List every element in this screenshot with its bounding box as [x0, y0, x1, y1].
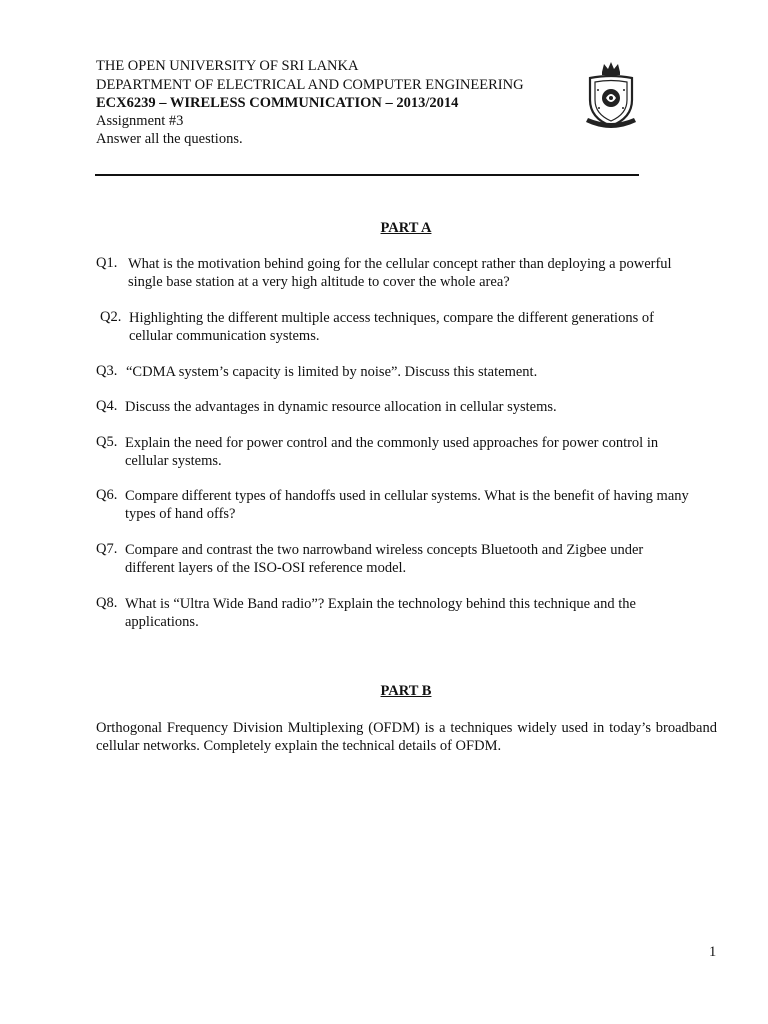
- question-line: What is “Ultra Wide Band radio”? Explain the technology behind this technique and the: [125, 596, 636, 612]
- assignment-label: Assignment #3: [96, 113, 184, 129]
- instruction-text: Answer all the questions.: [96, 131, 243, 147]
- question-line: Explain the need for power control and the commonly used approaches for power control in: [125, 435, 659, 451]
- question-line: Compare and contrast the two narrowband wireless concepts Bluetooth and Zigbee under: [125, 542, 644, 558]
- question-line: single base station at a very high altitude to cover the whole area?: [128, 274, 510, 290]
- part-b-title: PART B: [380, 683, 432, 699]
- question-number: Q2.: [100, 309, 122, 325]
- university-name: THE OPEN UNIVERSITY OF SRI LANKA: [96, 58, 359, 74]
- question-number: Q5.: [96, 434, 118, 450]
- question-line: Compare different types of handoffs used in cellular systems. What is the benefit of having many: [125, 488, 689, 504]
- question-line: different layers of the ISO-OSI reference model.: [125, 560, 407, 576]
- question-line: Highlighting the different multiple access techniques, compare the different generations of: [129, 310, 654, 326]
- course-title: ECX6239 – WIRELESS COMMUNICATION – 2013/2014: [96, 95, 459, 111]
- question-number: Q3.: [96, 363, 118, 379]
- question-line: cellular systems.: [125, 453, 222, 469]
- question-line: What is the motivation behind going for the cellular concept rather than deploying a powerful: [128, 256, 672, 272]
- question-line: types of hand offs?: [125, 506, 236, 522]
- question-number: Q1.: [96, 255, 118, 271]
- part-b-paragraph: Orthogonal Frequency Division Multiplexing (OFDM) is a techniques widely used in today’s broadband cellular networks. Completely explain the technical details of OFDM.: [96, 720, 717, 754]
- question-line: Discuss the advantages in dynamic resource allocation in cellular systems.: [125, 399, 557, 415]
- part-a-title: PART A: [380, 220, 432, 236]
- university-seal-icon: [582, 60, 640, 130]
- question-number: Q7.: [96, 541, 118, 557]
- department-name: DEPARTMENT OF ELECTRICAL AND COMPUTER ENGINEERING: [96, 77, 524, 93]
- question-number: Q8.: [96, 595, 118, 611]
- question-line: cellular communication systems.: [129, 328, 320, 344]
- question-line: applications.: [125, 614, 199, 630]
- question-number: Q4.: [96, 398, 118, 414]
- header-divider: [95, 174, 639, 176]
- question-line: “CDMA system’s capacity is limited by noise”. Discuss this statement.: [126, 364, 538, 380]
- question-number: Q6.: [96, 487, 118, 503]
- page-number: 1: [709, 944, 717, 960]
